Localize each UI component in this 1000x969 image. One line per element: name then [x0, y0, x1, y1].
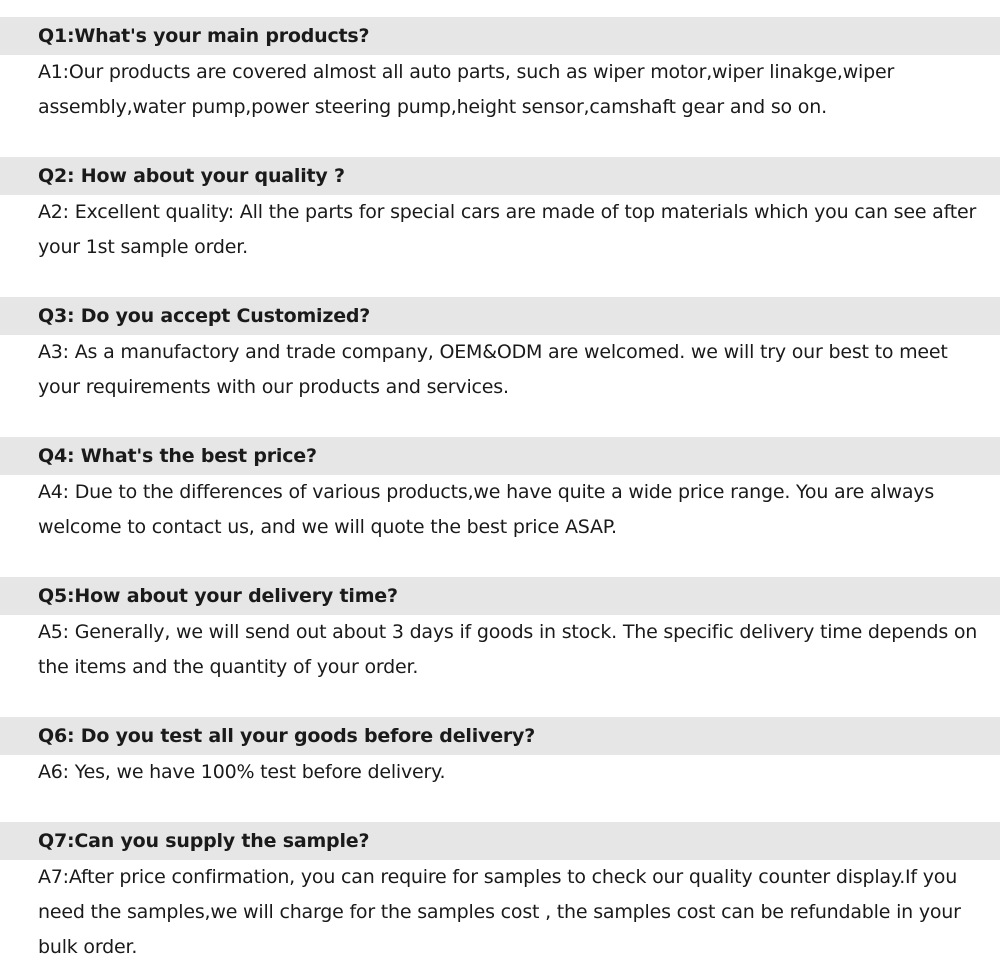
faq-answer-7: A7:After price confirmation, you can require for samples to check our quality counter display.If you need the samples,we will charge for the samples cost , the samples cost can be refundable in your bulk order. [38, 866, 961, 958]
faq-item-1 [0, 17, 1000, 125]
faq-answer-5: A5: Generally, we will send out about 3 days if goods in stock. The specific delivery time depends on the items and the quantity of your order. [38, 621, 978, 678]
faq-item-3 [0, 297, 1000, 405]
faq-item-4 [0, 437, 1000, 545]
faq-question-6: Q6: Do you test all your goods before delivery? [0, 717, 1000, 755]
faq-item-2 [0, 157, 1000, 265]
faq-answer-1: A1:Our products are covered almost all auto parts, such as wiper motor,wiper linakge,wiper assembly,water pump,power steering pump,height sensor,camshaft gear and so on. [38, 61, 895, 118]
faq-item-6 [0, 717, 1000, 790]
faq-answer-4: A4: Due to the differences of various products,we have quite a wide price range. You are always welcome to contact us, and we will quote the best price ASAP. [38, 481, 935, 538]
faq-answer-6: A6: Yes, we have 100% test before delivery. [38, 761, 446, 783]
faq-question-3: Q3: Do you accept Customized? [0, 297, 1000, 335]
faq-question-2: Q2: How about your quality ? [0, 157, 1000, 195]
faq-question-1: Q1:What's your main products? [0, 17, 1000, 55]
faq-question-7: Q7:Can you supply the sample? [0, 822, 1000, 860]
faq-item-7 [0, 822, 1000, 965]
faq-question-4: Q4: What's the best price? [0, 437, 1000, 475]
faq-answer-3: A3: As a manufactory and trade company, OEM&ODM are welcomed. we will try our best to meet your requirements with our products and services. [38, 341, 948, 398]
faq-answer-2: A2: Excellent quality: All the parts for special cars are made of top materials which you can see after your 1st sample order. [38, 201, 977, 258]
faq-question-5: Q5:How about your delivery time? [0, 577, 1000, 615]
faq-item-5 [0, 577, 1000, 685]
